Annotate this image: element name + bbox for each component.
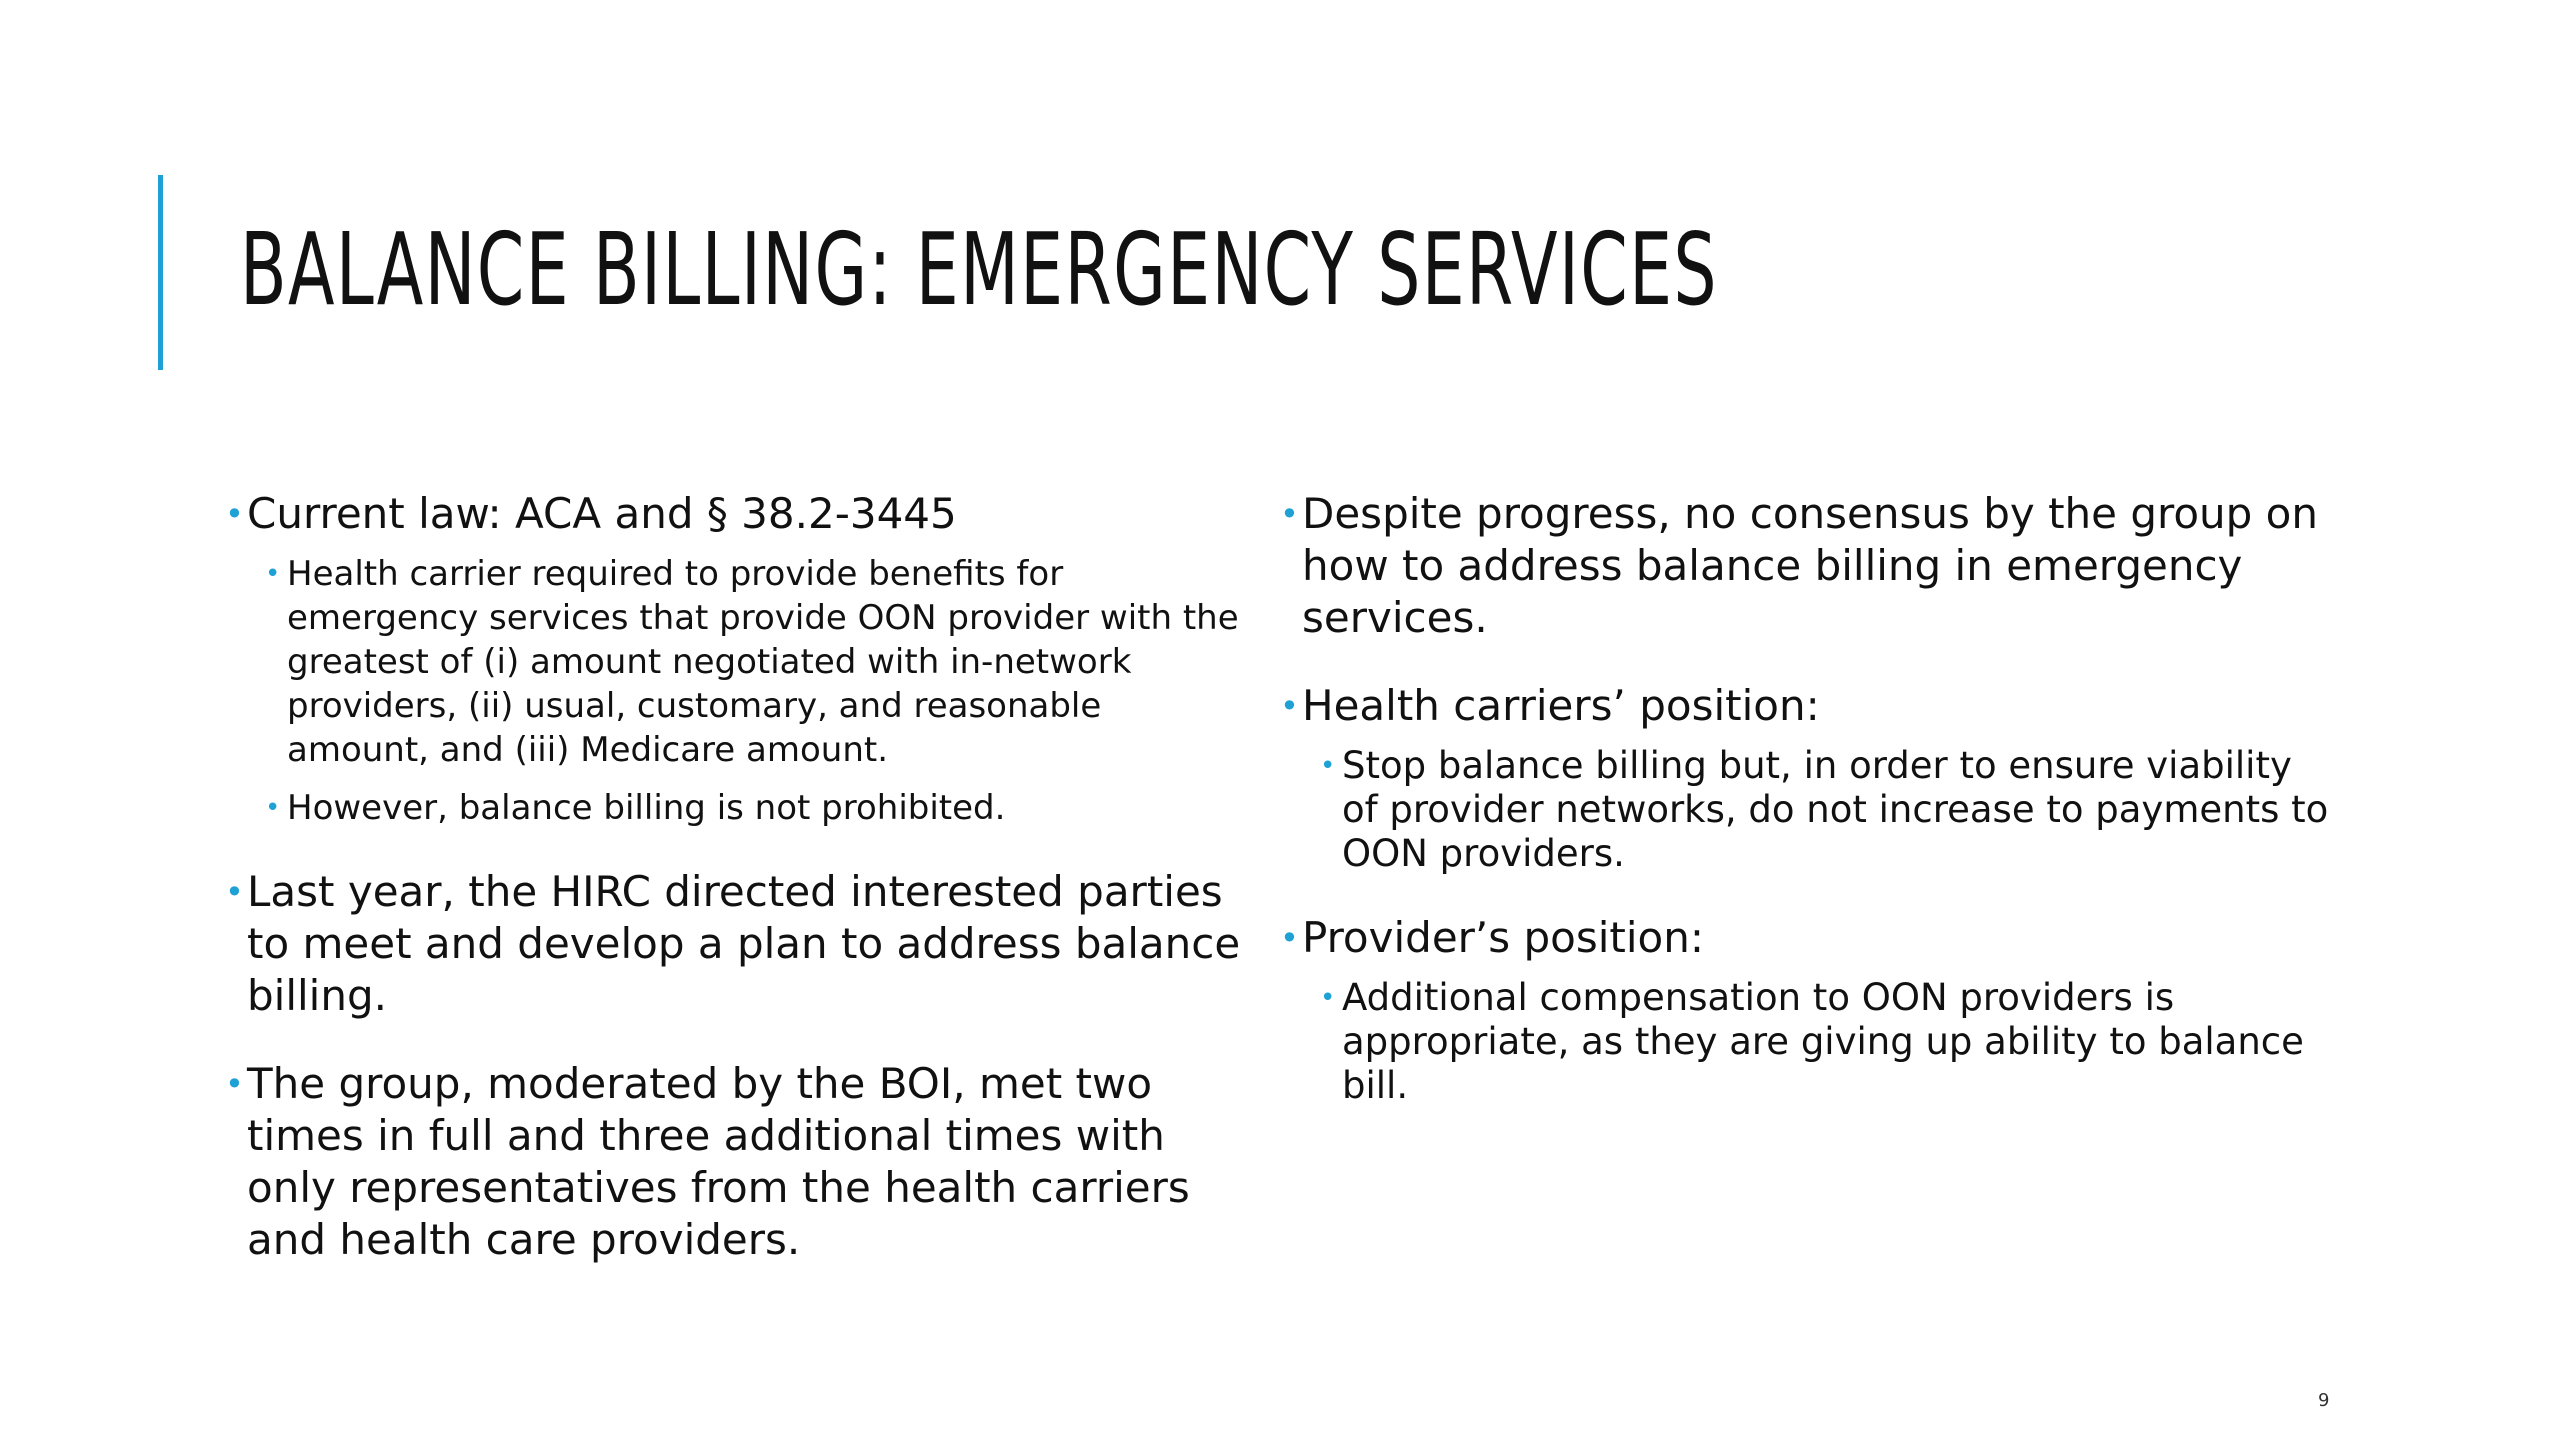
bullet-icon: •: [1280, 919, 1299, 957]
bullet-text: Current law: ACA and § 38.2-3445: [247, 489, 957, 538]
sub-bullet-additional-compensation: [1320, 976, 2330, 1108]
right-column: [1280, 488, 2330, 1144]
sub-bullet-text: Stop balance billing but, in order to ensure viability of provider networks, do not increase to payments to OON providers.: [1342, 744, 2329, 875]
bullet-current-law: [225, 488, 1245, 830]
bullet-text: Last year, the HIRC directed interested parties to meet and develop a plan to address balance billing.: [247, 867, 1241, 1020]
sub-bullet-not-prohibited: [265, 786, 1245, 830]
bullet-group-moderated: [225, 1058, 1245, 1266]
left-column: [225, 488, 1245, 1302]
sub-bullet-list: [1302, 976, 2330, 1108]
page-number: 9: [2318, 1390, 2330, 1411]
bullet-icon: •: [225, 495, 244, 533]
bullet-icon: •: [225, 1065, 244, 1103]
bullet-icon: •: [265, 793, 281, 823]
sub-bullet-stop-balance-billing: [1320, 744, 2330, 876]
sub-bullet-list: [247, 552, 1245, 830]
bullet-icon: •: [265, 559, 281, 589]
sub-bullet-text: However, balance billing is not prohibited.: [287, 788, 1006, 828]
sub-bullet-health-carrier-required: [265, 552, 1245, 772]
bullet-text: Despite progress, no consensus by the group on how to address balance billing in emergency services.: [1302, 489, 2318, 642]
bullet-last-year: [225, 866, 1245, 1022]
title-accent-bar: [158, 175, 163, 370]
bullet-providers-position: [1280, 912, 2330, 1108]
bullet-text: Provider’s position:: [1302, 913, 1705, 962]
bullet-icon: •: [1320, 751, 1336, 781]
bullet-icon: •: [225, 873, 244, 911]
bullet-despite-progress: [1280, 488, 2330, 644]
bullet-icon: •: [1320, 983, 1336, 1013]
sub-bullet-list: [1302, 744, 2330, 876]
bullet-health-carriers-position: [1280, 680, 2330, 876]
sub-bullet-text: Health carrier required to provide benefits for emergency services that provide OON provider with the greatest of (i) amount negotiated with in-network providers, (ii) usual, customary, and reasonable amount, and (iii) Medicare amount.: [287, 554, 1239, 770]
sub-bullet-text: Additional compensation to OON providers is appropriate, as they are giving up ability to balance bill.: [1342, 976, 2304, 1107]
bullet-text: Health carriers’ position:: [1302, 681, 1820, 730]
bullet-icon: •: [1280, 687, 1299, 725]
bullet-text: The group, moderated by the BOI, met two times in full and three additional times with only representatives from the health carriers and health care providers.: [247, 1059, 1190, 1264]
bullet-icon: •: [1280, 495, 1299, 533]
slide-title: BALANCE BILLING: EMERGENCY SERVICES: [240, 211, 1718, 328]
